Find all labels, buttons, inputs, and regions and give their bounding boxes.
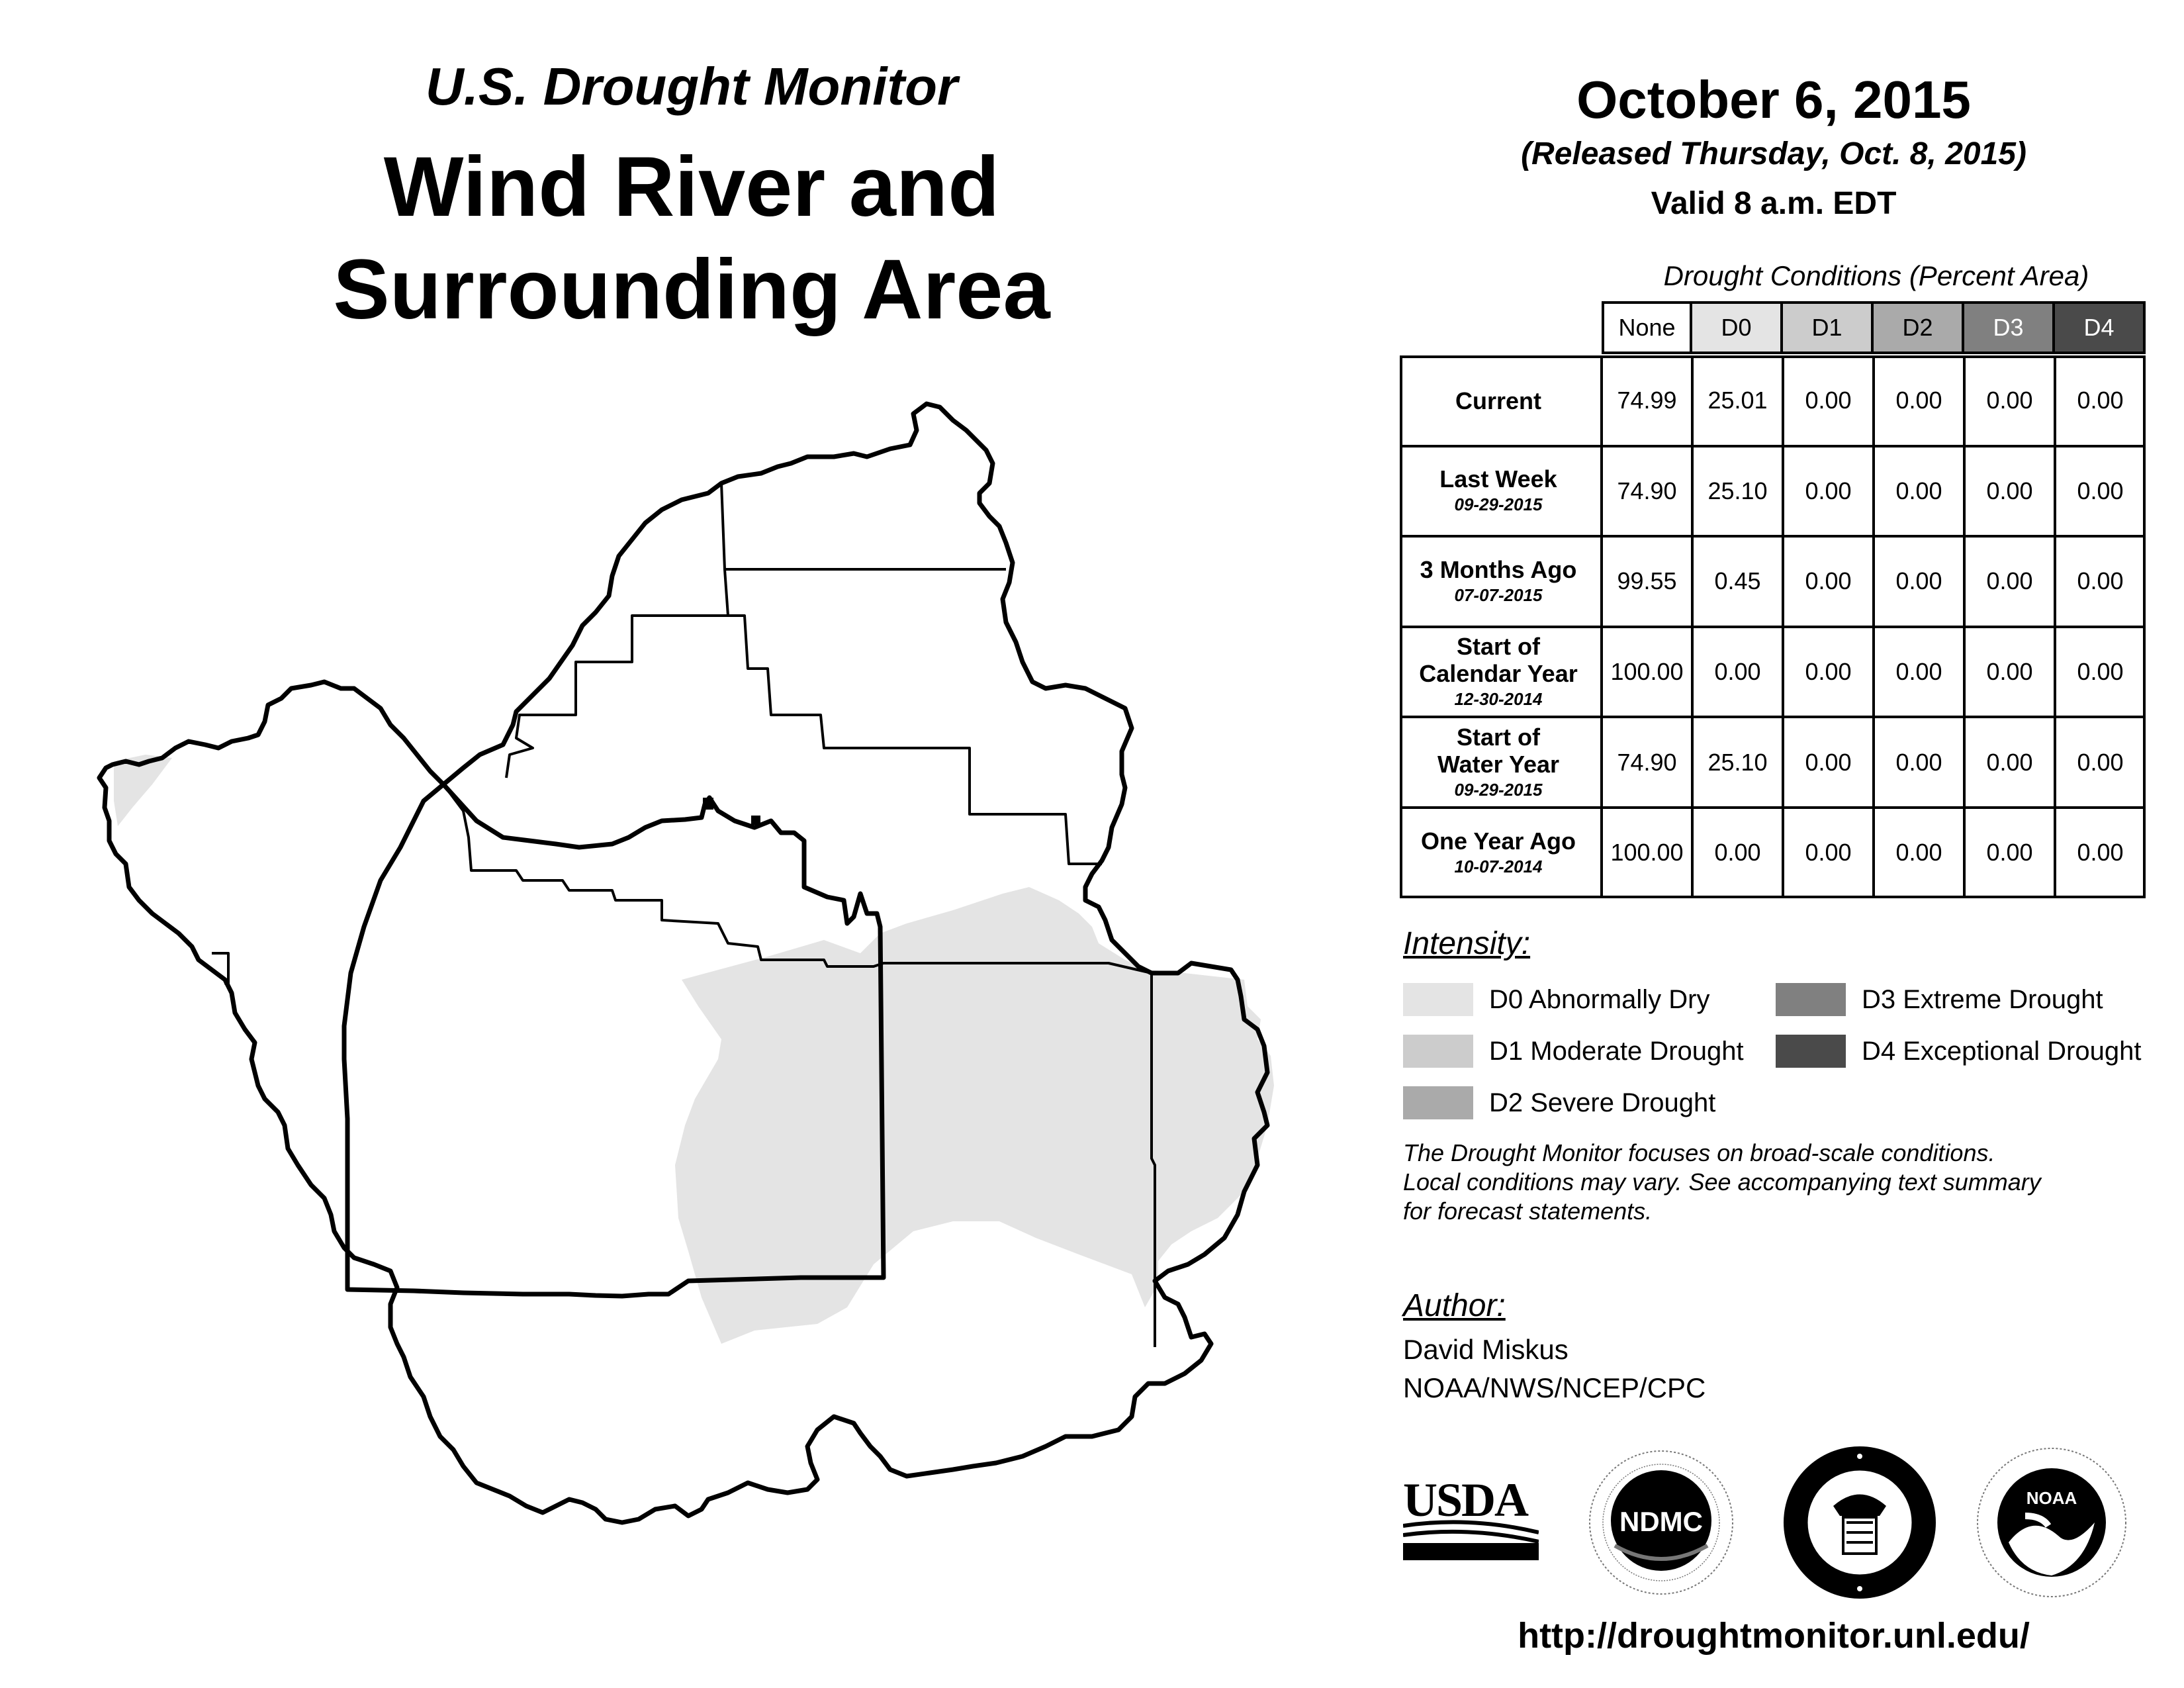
row-label-text: Last Week <box>1439 465 1557 493</box>
column-divider <box>2054 355 2056 898</box>
table-cell: 0.00 <box>1895 748 1942 776</box>
noaa-logo <box>1972 1443 2131 1602</box>
usda-logo-text: USDA <box>1403 1474 1528 1526</box>
row-label-text: Start of <box>1457 723 1540 751</box>
legend-item-d1 <box>1403 1035 1744 1068</box>
legend-item-d4 <box>1776 1035 2141 1068</box>
table-cell: 74.90 <box>1617 748 1677 776</box>
row-divider <box>1400 716 2146 718</box>
row-label-text-2: Calendar Year <box>1419 660 1578 688</box>
table-cell: 0.00 <box>1895 477 1942 504</box>
legend-item-d3 <box>1776 983 2103 1016</box>
table-cell: 0.00 <box>1895 839 1942 867</box>
row-date: 07-07-2015 <box>1454 585 1543 605</box>
table-cell: 0.00 <box>2077 477 2124 504</box>
table-cell: 0.00 <box>1986 839 2033 867</box>
ndmc-logo-text: NDMC <box>1619 1506 1703 1537</box>
table-cell: 99.55 <box>1617 567 1677 595</box>
table-cell: 25.10 <box>1707 477 1768 504</box>
table-cell: 0.00 <box>1895 658 1942 686</box>
table-row-label <box>1400 355 1597 446</box>
row-date: 10-07-2014 <box>1454 856 1543 876</box>
row-divider <box>1400 806 2146 809</box>
row-divider <box>1400 626 2146 628</box>
table-cell: 25.10 <box>1707 748 1768 776</box>
usda-logo <box>1403 1473 1539 1562</box>
legend-swatch-d4 <box>1776 1035 1846 1068</box>
author-title: Author: <box>1403 1288 1506 1323</box>
table-cell: 100.00 <box>1610 658 1684 686</box>
website-url[interactable]: http://droughtmonitor.unl.edu/ <box>1518 1616 2030 1656</box>
legend-item-d0 <box>1403 983 1709 1016</box>
table-cell: 74.90 <box>1617 477 1677 504</box>
col-header-d0: D0 <box>1692 301 1783 354</box>
author-org: NOAA/NWS/NCEP/CPC <box>1403 1372 1706 1403</box>
column-divider <box>1872 355 1875 898</box>
row-divider <box>1400 535 2146 538</box>
row-label-text-2: Water Year <box>1437 750 1560 778</box>
table-cell: 0.00 <box>2077 658 2124 686</box>
table-cell: 74.99 <box>1617 387 1677 414</box>
legend-swatch-d3 <box>1776 983 1846 1016</box>
table-cell: 0.00 <box>1805 567 1852 595</box>
table-cell: 0.45 <box>1714 567 1761 595</box>
column-divider <box>1691 355 1694 898</box>
table-cell: 0.00 <box>1805 477 1852 504</box>
map-subtitle: U.S. Drought Monitor <box>425 57 958 116</box>
map-title-line1: Wind River and <box>383 140 1000 234</box>
table-cell: 0.00 <box>1986 387 2033 414</box>
ndmc-logo <box>1585 1446 1737 1599</box>
table-cell: 0.00 <box>1986 748 2033 776</box>
usda-stripes-icon <box>1403 1519 1539 1562</box>
table-cell: 0.00 <box>1805 839 1852 867</box>
note-line1: The Drought Monitor focuses on broad-scale conditions. <box>1403 1139 1995 1166</box>
table-cell: 0.00 <box>2077 748 2124 776</box>
table-cell: 0.00 <box>1986 477 2033 504</box>
table-row-label <box>1400 446 1597 537</box>
table-cell: 0.00 <box>1714 658 1761 686</box>
release-date: (Released Thursday, Oct. 8, 2015) <box>1521 136 2026 171</box>
table-body <box>1400 355 2146 898</box>
table-cell: 100.00 <box>1610 839 1684 867</box>
table-cell: 0.00 <box>1714 839 1761 867</box>
disclaimer-note <box>1403 1139 2131 1226</box>
table-cell: 0.00 <box>2077 387 2124 414</box>
commerce-seal <box>1780 1443 1939 1602</box>
table-cell: 0.00 <box>1805 748 1852 776</box>
row-date: 09-29-2015 <box>1454 494 1543 515</box>
legend-swatch-d2 <box>1403 1086 1473 1119</box>
note-line3: for forecast statements. <box>1403 1197 1653 1225</box>
column-divider <box>1782 355 1784 898</box>
row-label-text: Current <box>1455 387 1541 414</box>
row-divider <box>1400 445 2146 447</box>
row-label-text: 3 Months Ago <box>1420 555 1577 583</box>
table-row-label <box>1400 536 1597 627</box>
col-header-d3: D3 <box>1964 301 2055 354</box>
noaa-logo-text: NOAA <box>2026 1488 2077 1508</box>
legend-item-d2 <box>1403 1086 1715 1119</box>
table-cell: 0.00 <box>2077 567 2124 595</box>
table-cell: 0.00 <box>1895 567 1942 595</box>
col-header-d1: D1 <box>1783 301 1874 354</box>
table-cell: 25.01 <box>1707 387 1768 414</box>
valid-time: Valid 8 a.m. EDT <box>1651 186 1897 221</box>
row-date: 09-29-2015 <box>1454 779 1543 800</box>
table-cell: 0.00 <box>1805 387 1852 414</box>
table-cell: 0.00 <box>1986 658 2033 686</box>
table-row-label <box>1400 627 1597 718</box>
legend-swatch-d0 <box>1403 983 1473 1016</box>
d0-area-east <box>675 887 1274 1344</box>
col-header-d4: D4 <box>2055 301 2146 354</box>
drought-conditions-table <box>1393 301 2148 900</box>
map-title-line2: Surrounding Area <box>333 242 1050 337</box>
legend-swatch-d1 <box>1403 1035 1473 1068</box>
table-cell: 0.00 <box>1895 387 1942 414</box>
note-line2: Local conditions may vary. See accompanying text summary <box>1403 1168 2041 1196</box>
column-divider <box>1600 355 1603 898</box>
map-date: October 6, 2015 <box>1576 70 1971 129</box>
table-caption: Drought Conditions (Percent Area) <box>1663 260 2089 291</box>
legend-label-d1: D1 Moderate Drought <box>1489 1036 1744 1066</box>
table-row-label <box>1400 717 1597 808</box>
legend-label-d3: D3 Extreme Drought <box>1862 984 2103 1014</box>
author-name: David Miskus <box>1403 1334 1569 1365</box>
legend-label-d0: D0 Abnormally Dry <box>1489 984 1710 1014</box>
legend-label-d2: D2 Severe Drought <box>1489 1088 1716 1117</box>
table-cell: 0.00 <box>1986 567 2033 595</box>
col-header-none: None <box>1602 301 1692 354</box>
col-header-d2: D2 <box>1874 301 1964 354</box>
row-date: 12-30-2014 <box>1454 689 1543 710</box>
table-cell: 0.00 <box>1805 658 1852 686</box>
table-row-label <box>1400 808 1597 898</box>
table-cell: 0.00 <box>2077 839 2124 867</box>
row-label-text: Start of <box>1457 633 1540 661</box>
row-label-text: One Year Ago <box>1420 827 1576 855</box>
column-divider <box>1963 355 1966 898</box>
legend-title: Intensity: <box>1403 926 1531 961</box>
legend-label-d4: D4 Exceptional Drought <box>1862 1036 2142 1066</box>
